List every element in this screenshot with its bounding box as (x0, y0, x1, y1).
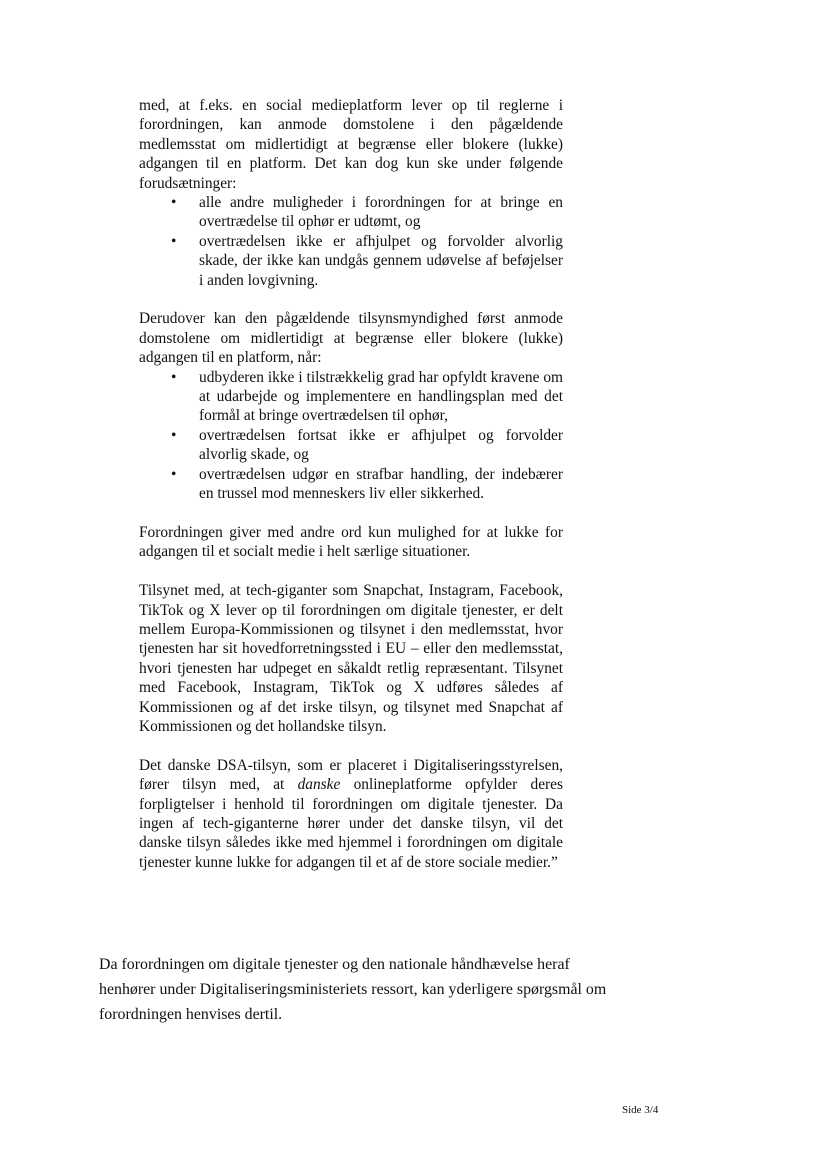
bullet-icon: • (171, 232, 177, 250)
conditions-list-1 (139, 193, 563, 290)
list-item-text: overtrædelsen udgør en strafbar handling, der indebærer en trussel mod menneskers liv eller sikkerhed. (199, 465, 563, 503)
paragraph-5-start: Det danske DSA-tilsyn, som er placeret i Digitaliseringsstyrelsen, fører tilsyn med, at (139, 756, 563, 794)
paragraph-4: Tilsynet med, at tech-giganter som Snapchat, Instagram, Facebook, TikTok og X lever op til forordningen om digitale tjenester, er delt mellem Europa-Kommissionen og tilsynet i den medlemsstat, hvor tjenesten har sit hovedforretningssted i EU – eller den medlemsstat, hvori tjenesten har udpeget en såkaldt retlig repræsentant. Tilsynet med Facebook, Instagram, TikTok og X udføres således af Kommissionen og af det irske tilsyn, og tilsynet med Snapchat af Kommissionen og det hollandske tilsyn. (139, 582, 563, 735)
paragraph-2: Derudover kan den pågældende tilsynsmyndighed først anmode domstolene om midlertidigt at begrænse eller blokere (lukke) adgangen til en platform, når: (139, 310, 563, 367)
quoted-answer (139, 96, 563, 872)
list-item-text: udbyderen ikke i tilstrækkelig grad har opfyldt kravene om at udarbejde og implementere en handlingsplan med det formål at bringe overtrædelsen til ophør, (199, 368, 563, 425)
conditions-list-2 (139, 368, 563, 504)
paragraph-1: med, at f.eks. en social medieplatform lever op til reglerne i forordningen, kan anmode domstolene i den pågældende medlemsstat om midlertidigt at begrænse eller blokere (lukke) adgangen til en platform. Det kan dog kun ske under følgende forudsætninger: (139, 97, 563, 192)
paragraph-5-end: onlineplatforme opfylder deres forpligtelser i henhold til forordningen om digitale tjenester. Da ingen af tech-giganterne hører under det danske tilsyn, vil det danske tilsyn således ikke med hjemmel i forordningen om digitale tjenester kunne lukke for adgangen til et af de store sociale medier.” (139, 776, 563, 871)
page-number: Side 3/4 (622, 1104, 659, 1116)
paragraph-3: Forordningen giver med andre ord kun mulighed for at lukke for adgangen til et socialt medie i helt særlige situationer. (139, 523, 563, 561)
list-item-text: alle andre muligheder i forordningen for at bringe en overtrædelse til ophør er udtømt, og (199, 194, 563, 231)
list-item-text: overtrædelsen ikke er afhjulpet og forvolder alvorlig skade, der ikke kan undgås gennem udøvelse af beføjelser i anden lovgivning. (199, 232, 563, 289)
bullet-icon: • (171, 368, 177, 386)
paragraph-5 (139, 756, 563, 872)
list-item (139, 232, 563, 290)
main-paragraph: Da forordningen om digitale tjenester og den nationale håndhævelse heraf henhører under Digitaliseringsministeriets ressort, kan yderligere spørgsmål om forordningen henvises dertil. (99, 956, 607, 1023)
list-item (139, 426, 563, 465)
emphasis-danske: danske (297, 776, 341, 794)
list-item (139, 368, 563, 426)
bullet-icon: • (171, 426, 177, 444)
list-item (139, 465, 563, 504)
list-item-text: overtrædelsen fortsat ikke er afhjulpet og forvolder alvorlig skade, og (199, 426, 563, 464)
bullet-icon: • (171, 465, 177, 483)
bullet-icon: • (171, 194, 177, 212)
list-item (139, 193, 563, 232)
